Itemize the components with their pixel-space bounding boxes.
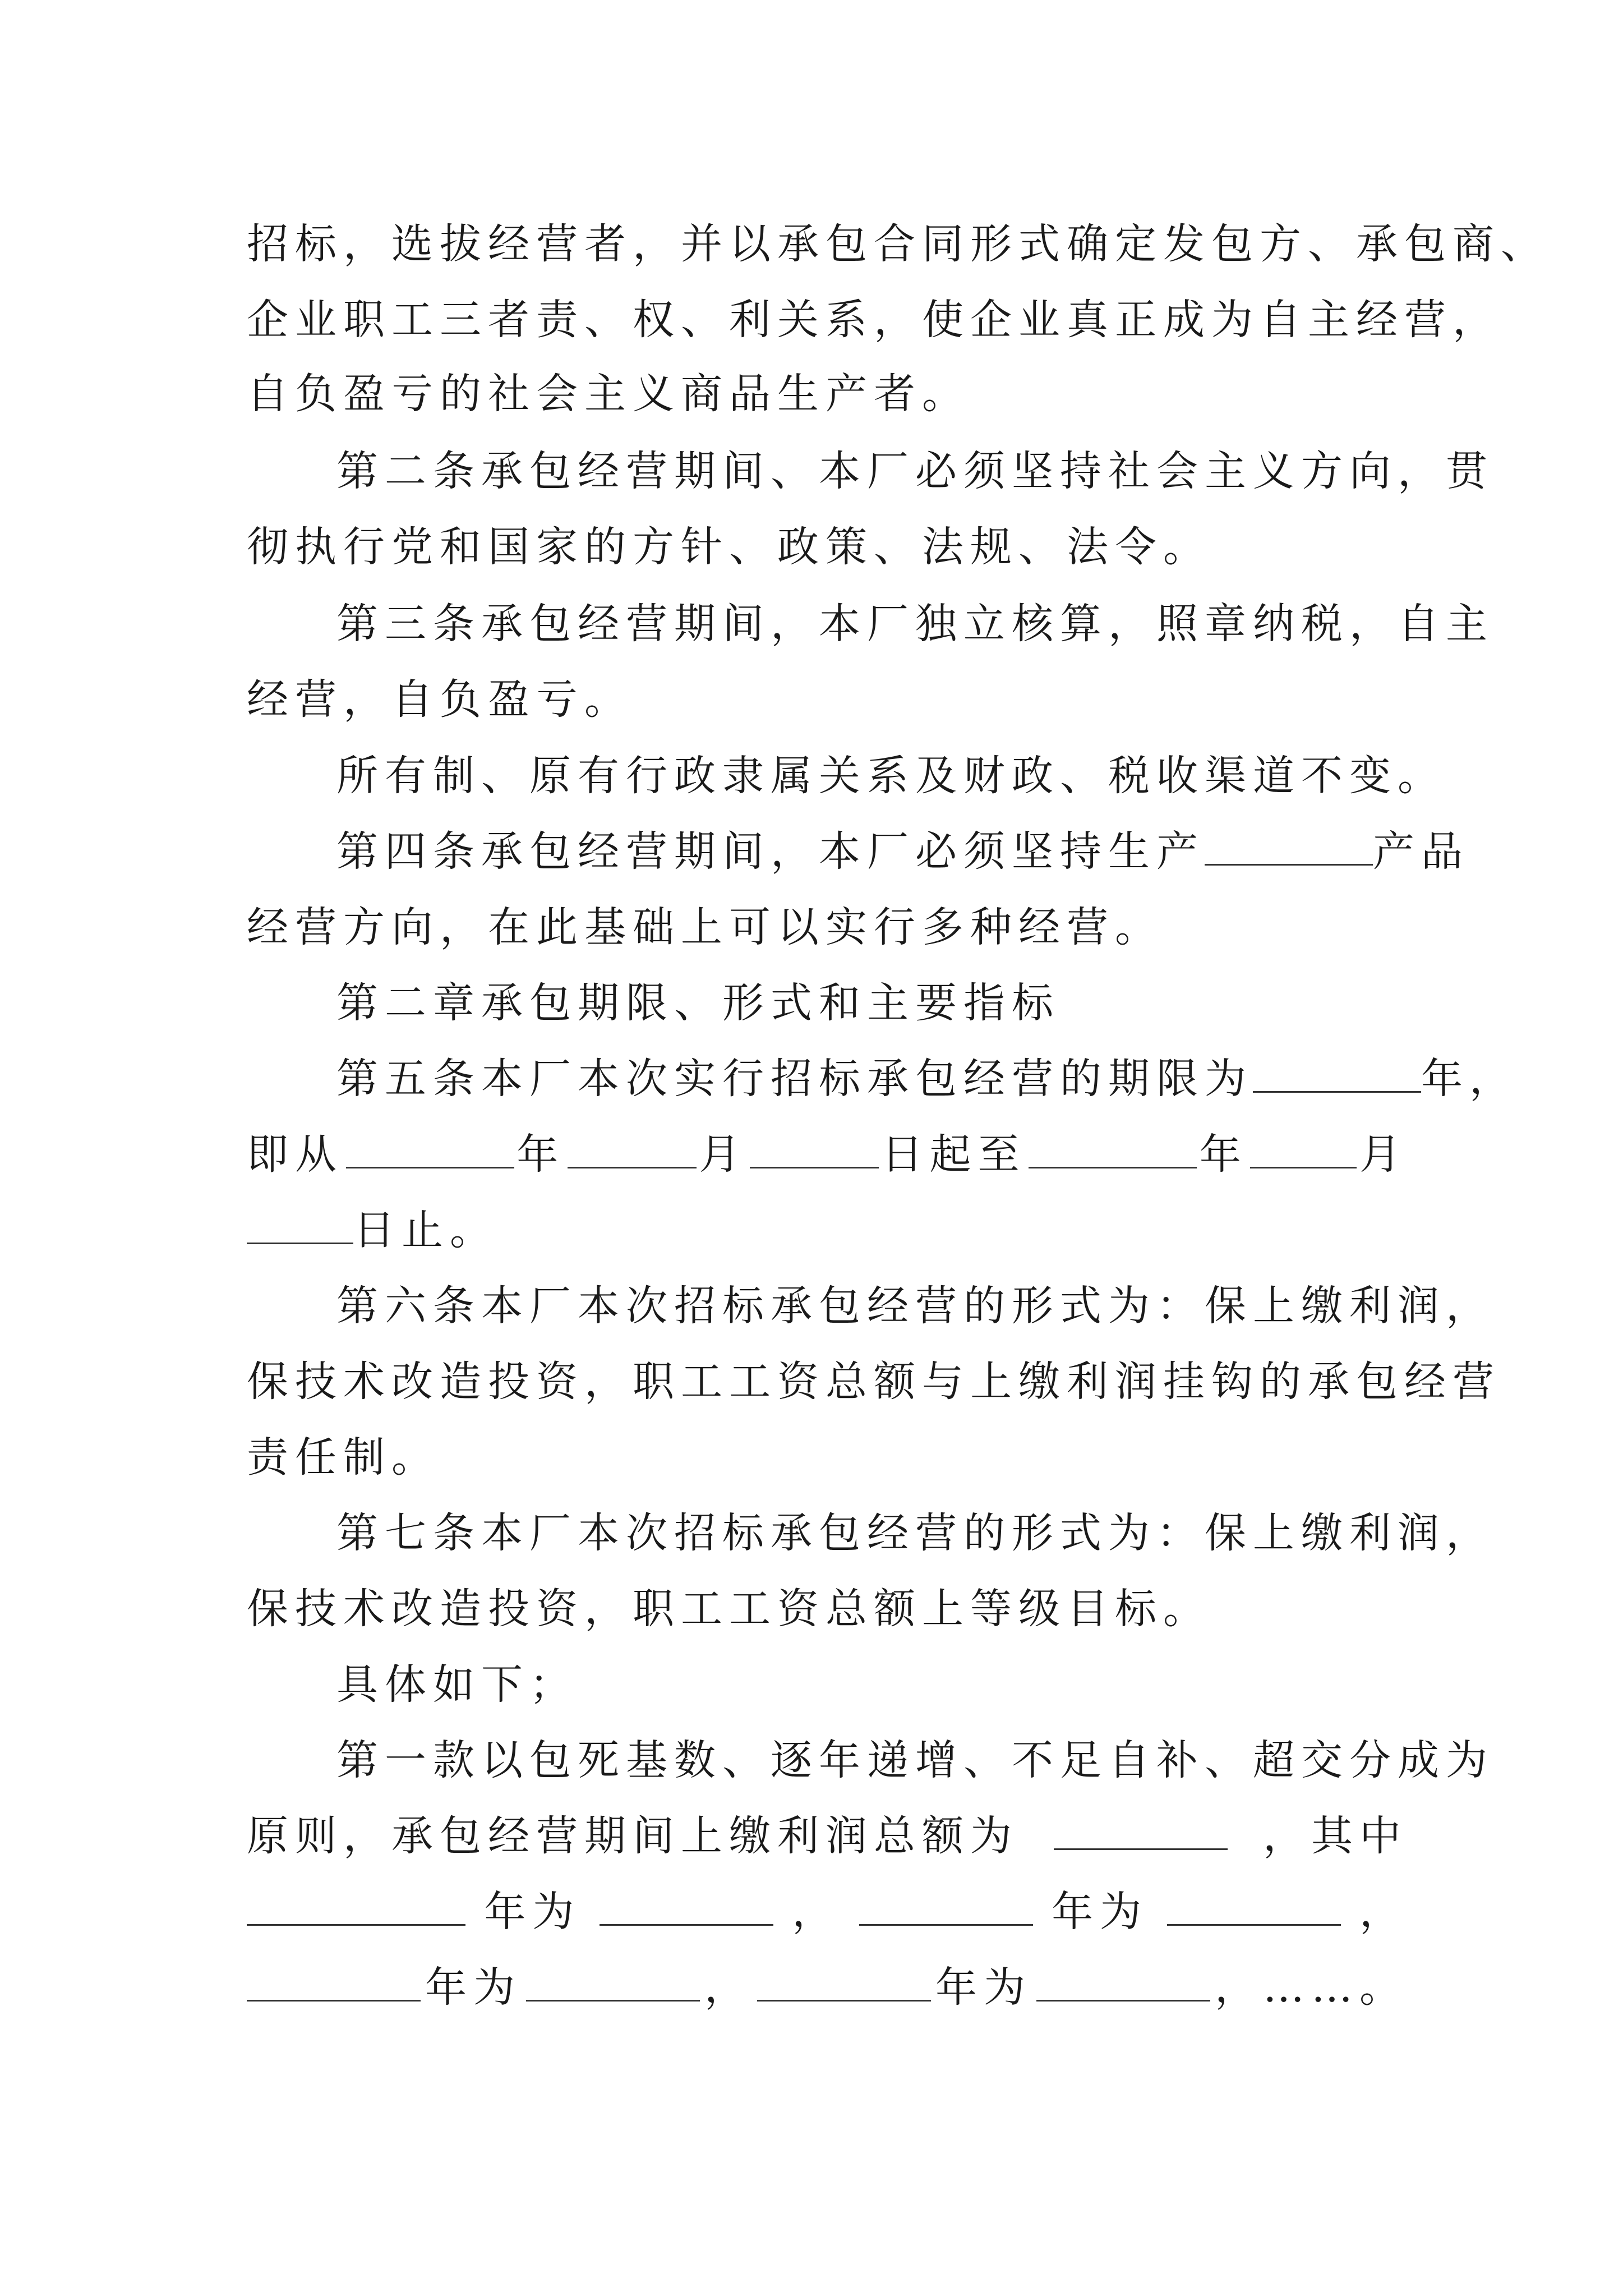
end-year-blank[interactable] (1029, 1132, 1197, 1168)
article-3-line-1: 第三条承包经营期间，本厂独立核算，照章纳税，自主 (336, 600, 1494, 648)
article-6-line-3: 责任制。 (247, 1433, 440, 1481)
clause-1-suffix: ，其中 (1263, 1812, 1408, 1860)
article-7-line-2: 保技术改造投资，职工工资总额上等级目标。 (247, 1585, 1211, 1633)
month-label-2: 月 (1359, 1130, 1408, 1179)
product-blank[interactable] (1205, 829, 1373, 866)
amount-blank-2[interactable] (1167, 1889, 1341, 1926)
clause-1-line-1: 第一款以包死基数、逐年递增、不足自补、超交分成为 (336, 1736, 1494, 1784)
article-5-suffix: 年， (1421, 1055, 1518, 1103)
clause-1-text: 原则，承包经营期间上缴利润总额为 (247, 1812, 1018, 1860)
article-7-line-1: 第七条本厂本次招标承包经营的形式为：保上缴利润， (336, 1509, 1494, 1557)
end-day-blank[interactable] (247, 1208, 353, 1244)
article-5-line-3 (247, 1202, 1408, 1258)
article-6-line-2: 保技术改造投资，职工工资总额与上缴利润挂钩的承包经营 (247, 1358, 1501, 1406)
clause-1-line-2 (247, 1808, 1408, 1864)
chapter-2-heading: 第二章承包期限、形式和主要指标 (336, 979, 1060, 1027)
year-label-2: 年 (1199, 1130, 1248, 1179)
day-end-label: 日止。 (353, 1206, 498, 1254)
year-for-label-4: 年为 (935, 1963, 1032, 2012)
amount-blank-1[interactable] (600, 1889, 773, 1926)
month-label-1: 月 (699, 1130, 748, 1179)
article-4-line-2: 经营方向，在此基础上可以实行多种经营。 (247, 903, 1163, 951)
clause-1-line-4 (247, 1959, 1408, 2016)
text-line-2: 企业职工三者责、权、利关系，使企业真正成为自主经营， (247, 296, 1501, 344)
year-blank-1[interactable] (247, 1889, 465, 1926)
amount-blank-3[interactable] (526, 1965, 700, 2001)
article-5-line-1 (336, 1051, 1518, 1107)
article-4-suffix: 产品 (1373, 827, 1469, 876)
comma-1: ， (792, 1888, 841, 1936)
year-for-label-1: 年为 (484, 1888, 581, 1936)
article-6-line-1: 第六条本厂本次招标承包经营的形式为：保上缴利润， (336, 1282, 1494, 1330)
total-profit-blank[interactable] (1054, 1814, 1228, 1850)
article-5-line-2 (247, 1126, 1408, 1182)
year-label-1: 年 (517, 1130, 565, 1179)
clause-1-line-3 (247, 1884, 1408, 1940)
ownership-line: 所有制、原有行政隶属关系及财政、税收渠道不变。 (336, 752, 1446, 800)
year-blank-2[interactable] (859, 1889, 1033, 1926)
day-to-label: 日起至 (881, 1130, 1026, 1179)
year-blank-3[interactable] (247, 1965, 421, 2001)
year-blank-4[interactable] (757, 1965, 931, 2001)
ellipsis-end: ，……。 (1215, 1963, 1408, 2012)
start-year-blank[interactable] (346, 1132, 514, 1168)
article-5-text: 第五条本厂本次实行招标承包经营的期限为 (336, 1055, 1253, 1103)
details-line: 具体如下； (336, 1660, 578, 1709)
article-2-line-2: 彻执行党和国家的方针、政策、法规、法令。 (247, 523, 1211, 571)
article-2-line-1: 第二条承包经营期间、本厂必须坚持社会主义方向，贯 (336, 447, 1494, 495)
start-month-blank[interactable] (568, 1132, 697, 1168)
text-line-1: 招标，选拔经营者，并以承包合同形式确定发包方、承包商、 (247, 220, 1549, 268)
term-years-blank[interactable] (1253, 1056, 1421, 1093)
from-label: 即从 (247, 1130, 343, 1179)
comma-3: ， (704, 1963, 753, 2012)
comma-2: ， (1359, 1888, 1408, 1936)
article-3-line-2: 经营，自负盈亏。 (247, 675, 633, 724)
amount-blank-4[interactable] (1036, 1965, 1210, 2001)
year-for-label-3: 年为 (425, 1963, 522, 2012)
article-4-text: 第四条承包经营期间，本厂必须坚持生产 (336, 827, 1205, 876)
year-for-label-2: 年为 (1052, 1888, 1149, 1936)
text-line-3: 自负盈亏的社会主义商品生产者。 (247, 370, 970, 418)
start-day-blank[interactable] (750, 1132, 879, 1168)
end-month-blank[interactable] (1250, 1132, 1357, 1168)
article-4-line-1 (336, 823, 1469, 880)
